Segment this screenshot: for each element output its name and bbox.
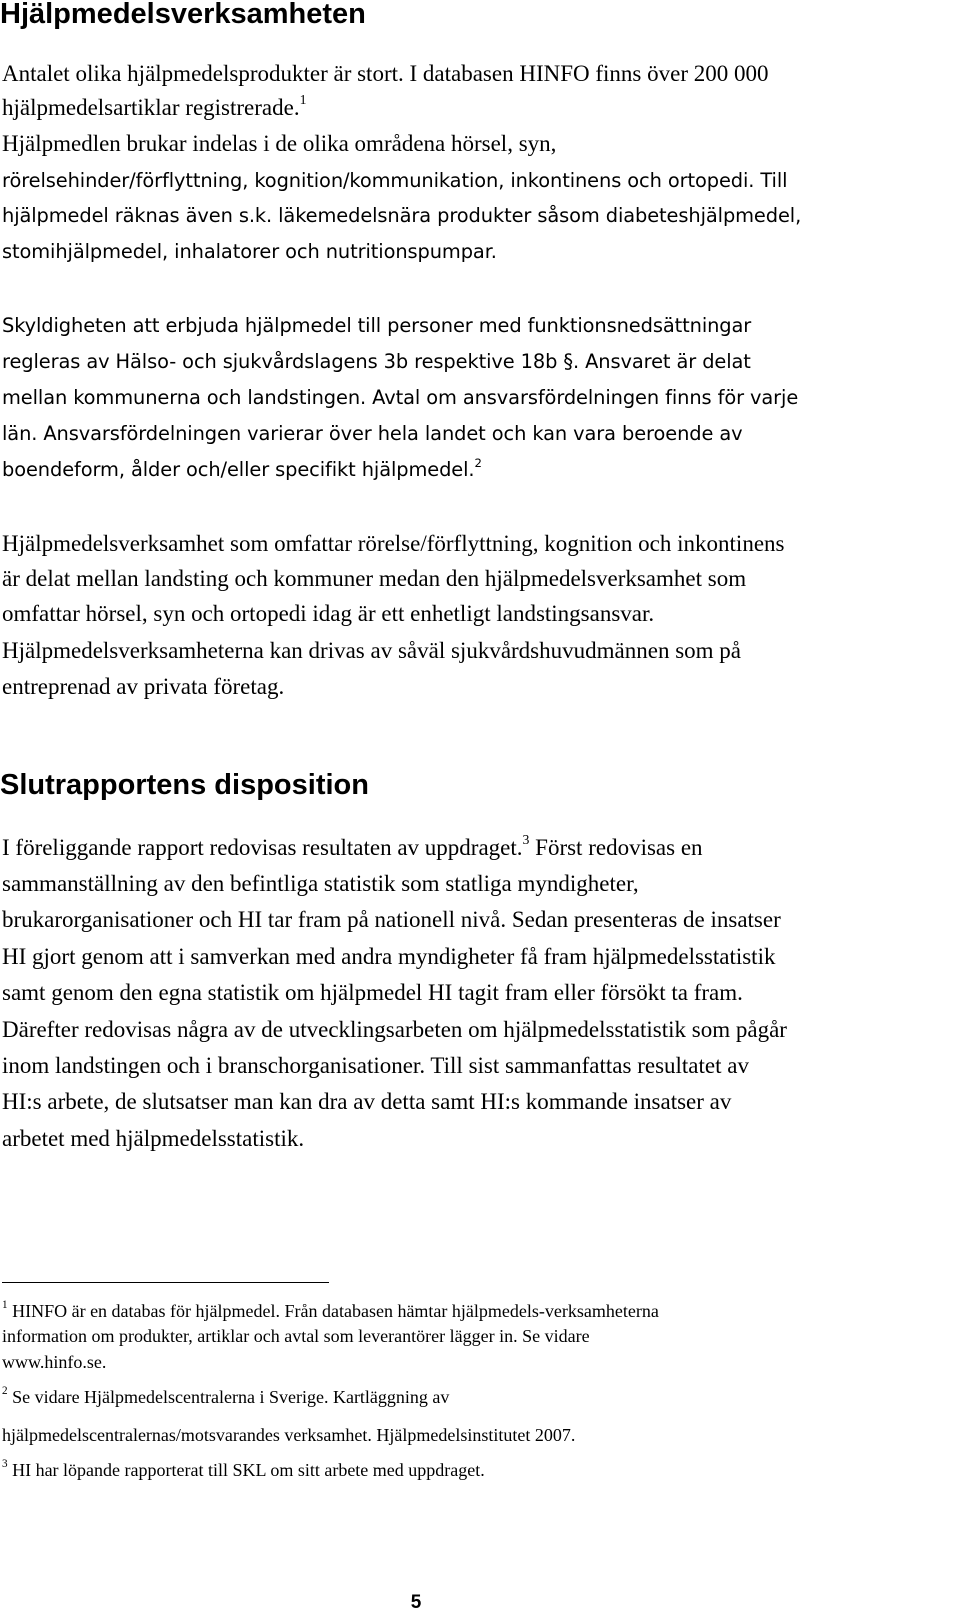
paragraph-line: boendeform, ålder och/eller specifikt hjälpmedel.$^2$ xyxy=(2,455,482,481)
paragraph-line: brukarorganisationer och HI tar fram på nationell nivå. Sedan presenteras de insatser xyxy=(2,907,781,932)
paragraph-line: entreprenad av privata företag. xyxy=(2,674,285,699)
paragraph-line: HI gjort genom att i samverkan med andra myndigheter få fram hjälpmedelsstatistik xyxy=(2,944,776,969)
footnote-ref-3[interactable]: 3 xyxy=(522,832,530,848)
paragraph-line: Antalet olika hjälpmedelsprodukter är stort. I databasen HINFO finns över 200 000 xyxy=(2,61,769,86)
paragraph-line: sammanställning av den befintliga statistik som statliga myndigheter, xyxy=(2,871,639,896)
paragraph-line: regleras av Hälso- och sjukvårdslagens 3b respektive 18b §. Ansvaret är delat xyxy=(2,350,751,373)
footnote-1-line: www.hinfo.se. xyxy=(2,1352,107,1372)
page-number: 5 xyxy=(410,1592,422,1613)
paragraph-line: län. Ansvarsfördelningen varierar över hela landet och kan vara beroende av xyxy=(2,422,743,445)
footnote-1-line: information om produkter, artiklar och avtal som leverantörer lägger in. Se vidare xyxy=(2,1326,590,1346)
footnote-2-line: hjälpmedelscentralernas/motsvarandes verksamhet. Hjälpmedelsinstitutet 2007. xyxy=(2,1425,576,1445)
paragraph-line: mellan kommunerna och landstingen. Avtal om ansvarsfördelningen finns för varje xyxy=(2,386,799,409)
section-heading-hjalpmedelsverksamheten: Hjälpmedelsverksamheten xyxy=(0,0,366,30)
section-heading-slutrapportens-disposition: Slutrapportens disposition xyxy=(0,769,369,801)
paragraph-line: arbetet med hjälpmedelsstatistik. xyxy=(2,1126,305,1151)
paragraph-line: hjälpmedelsartiklar registrerade.$^1$ xyxy=(2,92,307,120)
paragraph-line: hjälpmedel räknas även s.k. läkemedelsnära produkter såsom diabeteshjälpmedel, xyxy=(2,204,802,227)
footnote-separator xyxy=(2,1282,329,1283)
paragraph-line: Hjälpmedelsverksamheterna kan drivas av såväl sjukvårdshuvudmännen som på xyxy=(2,638,741,663)
paragraph-line: omfattar hörsel, syn och ortopedi idag är ett enhetligt landstingsansvar. xyxy=(2,601,655,626)
paragraph-line: samt genom den egna statistik om hjälpmedel HI tagit fram eller försökt ta fram. xyxy=(2,980,743,1005)
paragraph-line: är delat mellan landsting och kommuner medan den hjälpmedelsverksamhet som xyxy=(2,566,747,591)
footnote-3-line: $^3$ HI har löpande rapporterat till SKL om sitt arbete med uppdraget. xyxy=(2,1458,485,1480)
paragraph-line: I föreliggande rapport redovisas resultaten av uppdraget.$^3$ Först redovisas en xyxy=(2,832,703,860)
paragraph-line: Hjälpmedelsverksamhet som omfattar rörelse/förflyttning, kognition och inkontinens xyxy=(2,531,785,556)
paragraph-line: Därefter redovisas några av de utvecklingsarbeten om hjälpmedelsstatistik som pågår xyxy=(2,1017,787,1042)
paragraph-line: Skyldigheten att erbjuda hjälpmedel till personer med funktionsnedsättningar xyxy=(2,314,752,337)
paragraph-line: stomihjälpmedel, inhalatorer och nutritionspumpar. xyxy=(2,240,497,263)
footnote-ref-2[interactable]: 2 xyxy=(474,455,482,470)
paragraph-line: HI:s arbete, de slutsatser man kan dra av detta samt HI:s kommande insatser av xyxy=(2,1089,732,1114)
paragraph-line: Hjälpmedlen brukar indelas i de olika områdena hörsel, syn, xyxy=(2,131,557,156)
footnote-2-line: $^2$ Se vidare Hjälpmedelscentralerna i Sverige. Kartläggning av xyxy=(2,1385,450,1407)
paragraph-line: inom landstingen och i branschorganisationer. Till sist sammanfattas resultatet av xyxy=(2,1053,749,1078)
paragraph-line: rörelsehinder/förflyttning, kognition/kommunikation, inkontinens och ortopedi. Till xyxy=(2,169,788,192)
footnote-ref-1[interactable]: 1 xyxy=(299,92,307,108)
footnote-1-line: $^1$ HINFO är en databas för hjälpmedel. Från databasen hämtar hjälpmedels-verksamheterna xyxy=(2,1299,659,1321)
